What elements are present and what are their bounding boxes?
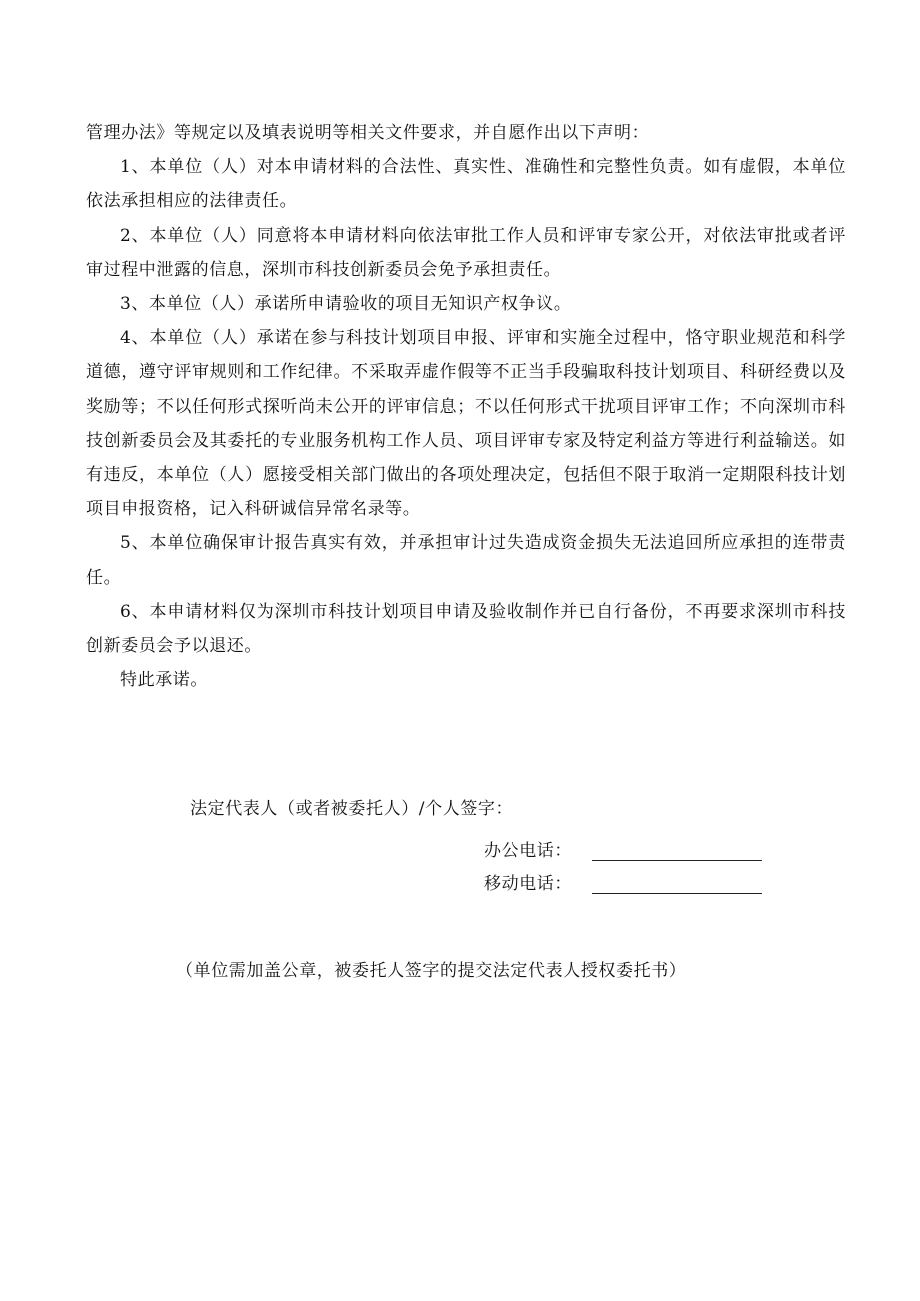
mobile-phone-blank [592,873,762,894]
office-phone-blank [592,840,762,861]
declaration-body [86,116,846,697]
closing-statement: 特此承诺。 [120,670,208,691]
mobile-phone-row [484,869,762,894]
intro-paragraph: 管理办法》等规定以及填表说明等相关文件要求，并自愿作出以下声明： [86,123,650,143]
office-phone-label: 办公电话： [484,841,572,861]
office-phone-row [484,836,762,861]
representative-signature-label: 法定代表人（或者被委托人）/个人签字： [190,799,514,819]
mobile-phone-label: 移动电话： [484,874,572,894]
clause-5: 5、本单位确保审计报告真实有效，并承担审计过失造成资金损失无法追回所应承担的连带责任。 [86,533,846,588]
clause-6: 6、本申请材料仅为深圳市科技计划项目申请及验收制作并已自行备份，不再要求深圳市科技创新委员会予以退还。 [86,601,846,657]
clause-2: 2、本单位（人）同意将本申请材料向依法审批工作人员和评审专家公开，对依法审批或者评审过程中泄露的信息，深圳市科技创新委员会免予承担责任。 [86,225,846,280]
clause-4: 4、本单位（人）承诺在参与科技计划项目申报、评审和实施全过程中，恪守职业规范和科学道德，遵守评审规则和工作纪律。不采取弄虚作假等不正当手段骗取科技计划项目、科研经费以及奖励等；不以任何形式探听尚未公开的评审信息；不以任何形式干扰项目评审工作；不向深圳市科技创新委员会及其委托的专业服务机构工作人员、项目评审专家及特定利益方等进行利益输送。如有违反，本单位（人）愿接受相关部门做出的各项处理决定，包括但不限于取消一定期限科技计划项目申报资格，记入科研诚信异常名录等。 [86,328,846,520]
seal-footnote: （单位需加盖公章，被委托人签字的提交法定代表人授权委托书） [176,961,687,981]
clause-1: 1、本单位（人）对本申请材料的合法性、真实性、准确性和完整性负责。如有虚假，本单位依法承担相应的法律责任。 [86,157,846,212]
clause-3: 3、本单位（人）承诺所申请验收的项目无知识产权争议。 [120,294,572,315]
